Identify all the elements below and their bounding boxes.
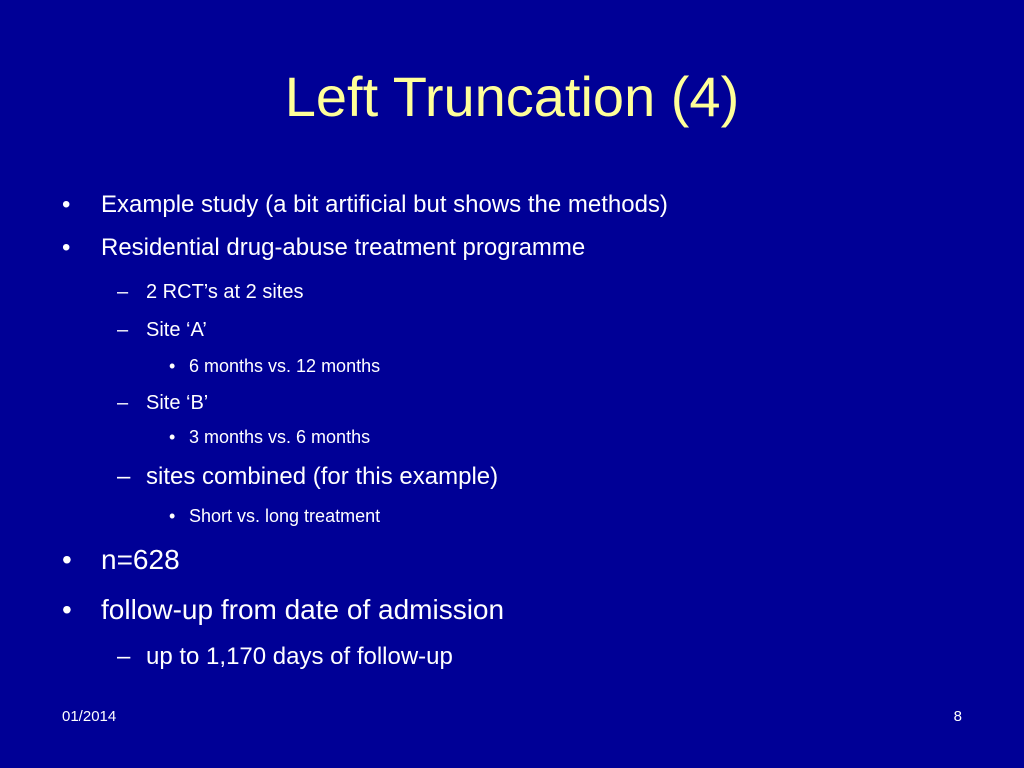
bullet-marker: • <box>62 191 71 218</box>
sub-sub-bullet-text: 3 months vs. 6 months <box>189 427 371 447</box>
bullet-marker: • <box>169 356 176 376</box>
footer-date: 01/2014 <box>62 708 117 725</box>
sub-sub-bullet-text: Short vs. long treatment <box>189 506 381 526</box>
bullet-text: Example study (a bit artificial but shows the methods) <box>101 191 668 218</box>
bullet-marker: • <box>169 427 176 447</box>
bullet-marker: • <box>62 594 72 625</box>
footer-page-number: 8 <box>953 708 962 725</box>
sub-bullet-text: Site ‘A’ <box>146 319 207 341</box>
dash-marker: – <box>117 281 129 303</box>
dash-marker: – <box>117 319 129 341</box>
bullet-marker: • <box>62 234 71 261</box>
slide-title: Left Truncation (4) <box>284 65 740 128</box>
dash-marker: – <box>117 463 131 490</box>
bullet-text: follow-up from date of admission <box>101 594 505 625</box>
sub-bullet-text: up to 1,170 days of follow-up <box>146 643 453 670</box>
bullet-text: n=628 <box>101 544 180 575</box>
sub-bullet-text: sites combined (for this example) <box>146 463 499 490</box>
dash-marker: – <box>117 643 131 670</box>
dash-marker: – <box>117 392 129 414</box>
bullet-marker: • <box>62 544 72 575</box>
sub-sub-bullet-text: 6 months vs. 12 months <box>189 356 381 376</box>
bullet-marker: • <box>169 506 176 526</box>
sub-bullet-text: 2 RCT’s at 2 sites <box>146 281 304 303</box>
sub-bullet-text: Site ‘B’ <box>146 392 209 414</box>
bullet-text: Residential drug-abuse treatment programme <box>101 234 586 261</box>
